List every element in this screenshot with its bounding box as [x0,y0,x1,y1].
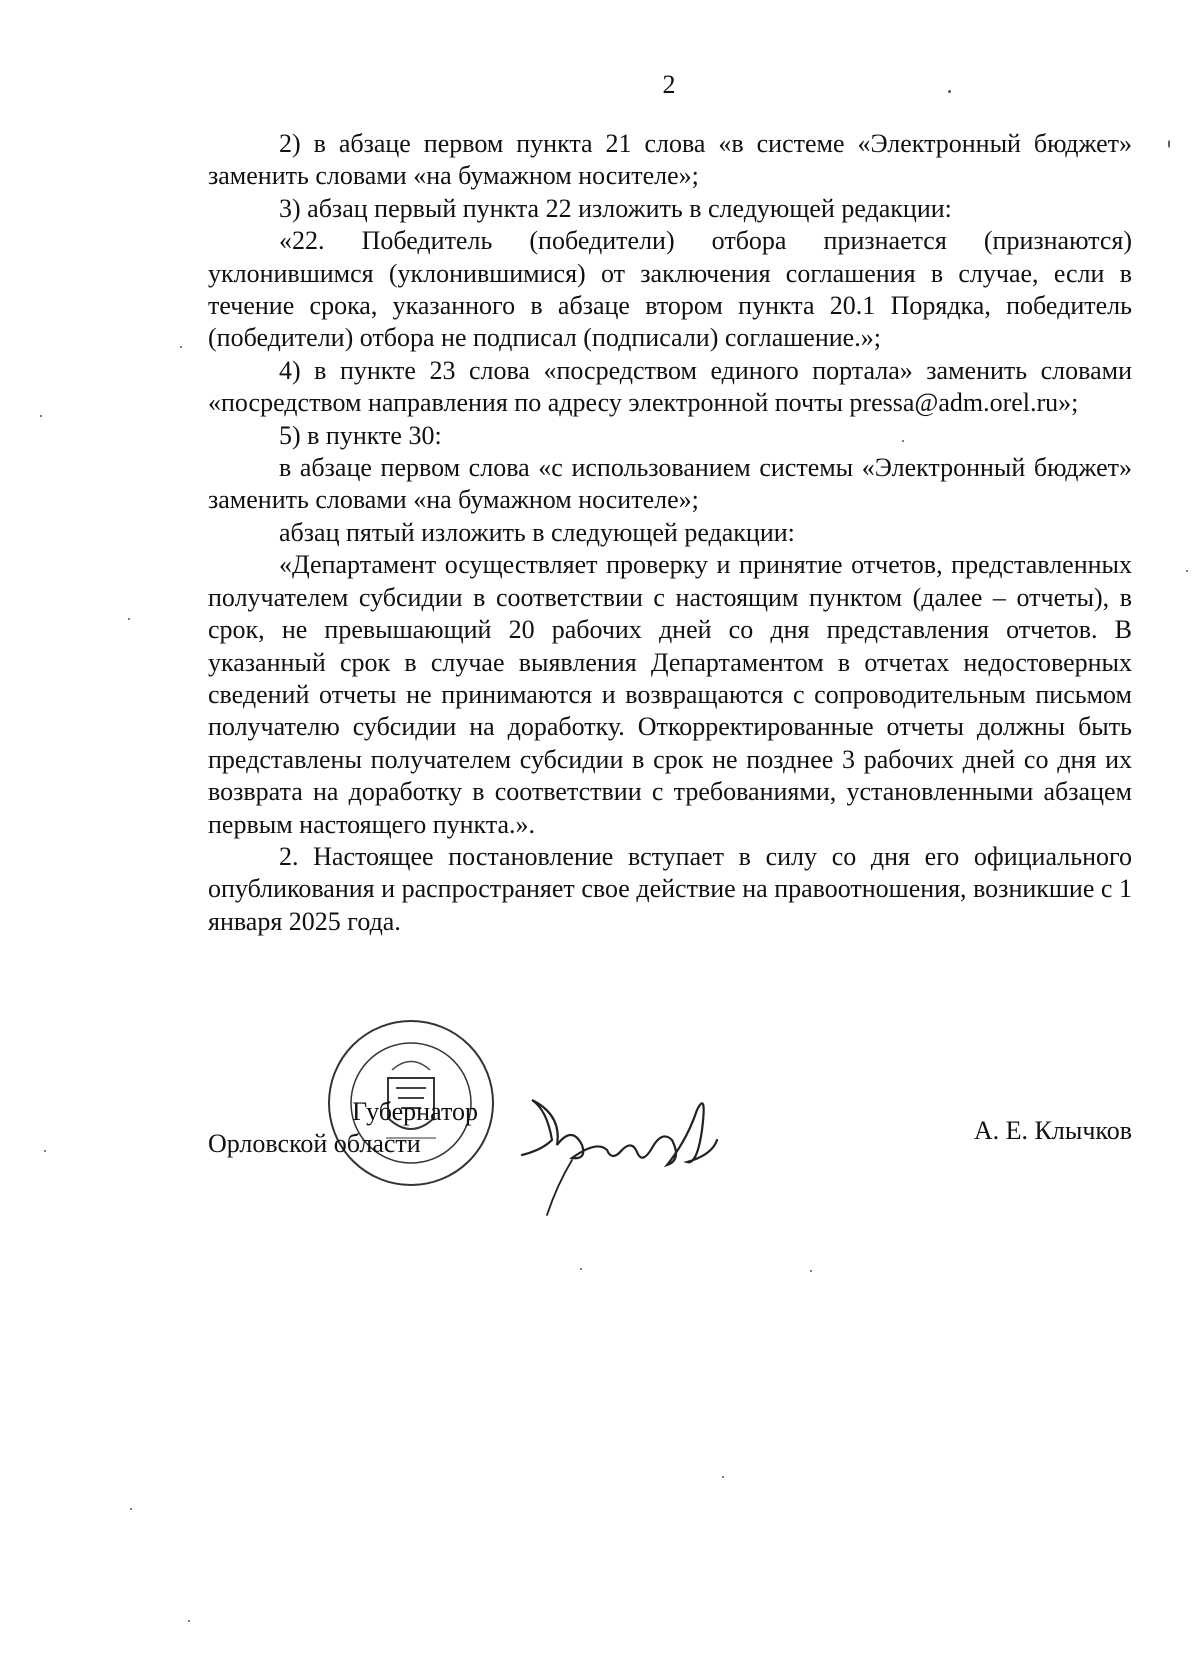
paragraph-1: 2) в абзаце первом пункта 21 слова «в системе «Электронный бюджет» заменить словами «на бумажном носителе»; [208,129,1132,191]
scan-speck [128,618,130,620]
document-body [208,128,1132,938]
signatory-title-line1: Губернатор [352,1097,478,1126]
scan-speck [810,1270,812,1272]
paragraph-8: «Департамент осуществляет проверку и принятие отчетов, представленных получателем субсидии в соответствии с настоящим пунктом (далее – отчеты), в срок, не превышающий 20 рабочих дней со дня представления отчетов. В указанный срок в случае выявления Департаментом в отчетах недостоверных сведений отчеты не принимаются и возвращаются с сопроводительным письмом получателю субсидии на доработку. Откорректированные отчеты должны быть представлены получателем субсидии в срок не позднее 3 рабочих дней со дня их возврата на доработку в соответствии с требованиями, установленными абзацем первым настоящего пункта.». [208,550,1132,839]
paragraph-3: «22. Победитель (победители) отбора признается (признаются) уклонившимся (уклонившимися) от заключения соглашения в случае, если в течение срока, указанного в абзаце втором пункта 20.1 Порядка, победитель (победители) отбора не подписал (подписали) соглашение.»; [208,226,1132,353]
scan-speck [130,1508,132,1510]
scan-speck [40,415,42,417]
paragraph-4: 4) в пункте 23 слова «посредством единого портала» заменить словами «посредством направления по адресу электронной почты pressa@adm.orel.ru»; [208,355,1132,418]
scan-speck [902,440,904,442]
paragraph-6: в абзаце первом слова «с использованием системы «Электронный бюджет» заменить словами «на бумажном носителе»; [208,453,1132,515]
scan-speck [180,346,182,348]
signatory-name: А. Е. Клычков [973,1116,1132,1145]
handwritten-signature [512,1070,732,1220]
scan-speck [1186,570,1188,572]
scan-speck [580,1268,582,1270]
signature-block [0,1000,1200,1230]
scan-speck [188,1620,190,1622]
page-number: 2 [662,70,676,99]
scan-speck [722,1476,724,1478]
paragraph-7: абзац пятый изложить в следующей редакции: [279,517,795,547]
scan-speck [948,90,951,93]
paragraph-2: 3) абзац первый пункта 22 изложить в следующей редакции: [279,193,952,223]
scan-speck [44,1150,46,1152]
scan-speck [1168,140,1170,148]
signatory-title [208,1096,478,1161]
paragraph-9: 2. Настоящее постановление вступает в силу со дня его официального опубликования и распространяет свое действие на правоотношения, возникшие с 1 января 2025 года. [208,841,1132,936]
signatory-title-line2: Орловской области [208,1129,421,1159]
paragraph-5: 5) в пункте 30: [279,420,442,450]
